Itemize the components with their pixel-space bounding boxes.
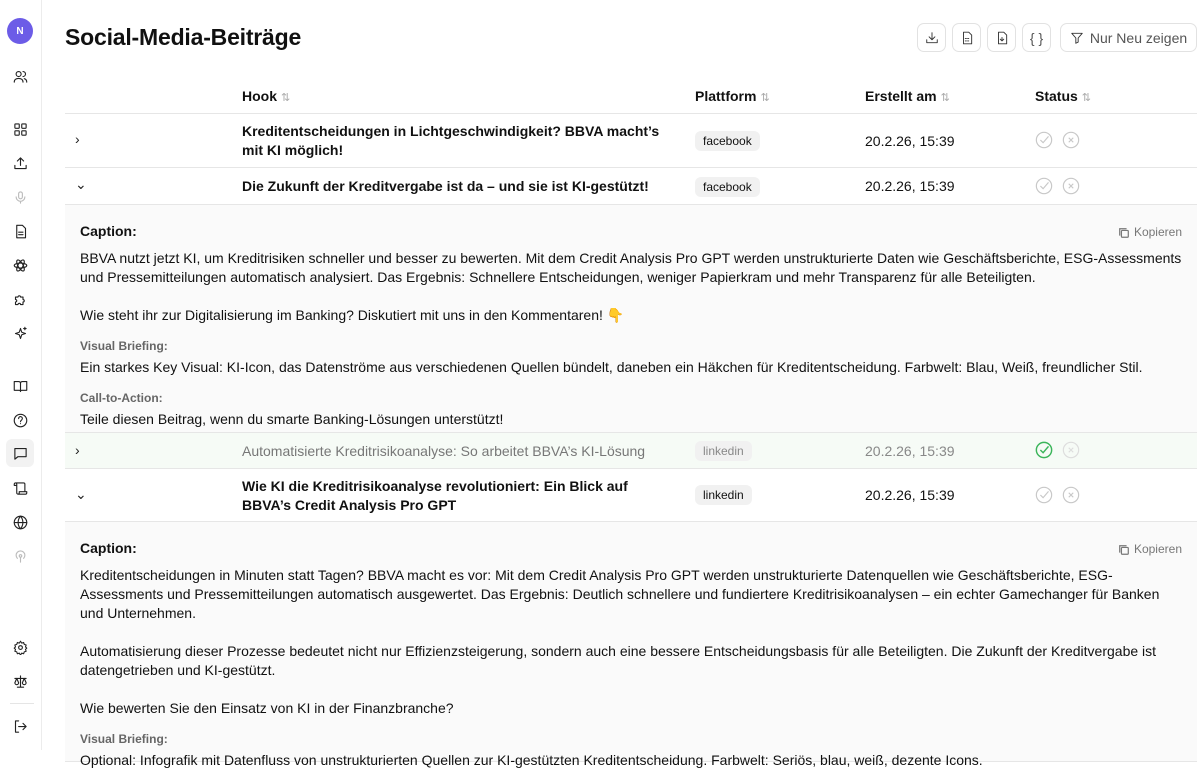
- hook-text: Kreditentscheidungen in Lichtgeschwindigkeit? BBVA macht’s mit KI möglich!: [242, 123, 660, 158]
- reject-icon[interactable]: [1062, 441, 1080, 459]
- collapse-chevron-icon[interactable]: ⌄: [75, 486, 87, 502]
- podcast-icon[interactable]: [8, 544, 32, 568]
- reject-icon[interactable]: [1062, 486, 1080, 504]
- chat-icon[interactable]: [6, 439, 34, 467]
- app-logo[interactable]: N: [7, 18, 33, 44]
- hook-text: Wie KI die Kreditrisikoanalyse revolutioniert: Ein Blick auf BBVA’s Credit Analysis Pro GPT: [242, 478, 628, 513]
- platform-badge: facebook: [695, 177, 760, 197]
- expanded-details: [65, 205, 1197, 433]
- sidebar: [0, 0, 42, 750]
- created-date: 20.2.26, 15:39: [865, 133, 955, 149]
- cta-text: Teile diesen Beitrag, wenn du smarte Banking-Lösungen unterstützt!: [80, 411, 504, 427]
- column-status[interactable]: Status ⇅: [1035, 88, 1092, 104]
- filter-new-button[interactable]: [1060, 23, 1197, 52]
- users-icon[interactable]: [8, 64, 32, 88]
- sort-icon[interactable]: ⇅: [281, 92, 291, 104]
- caption-text: Automatisierung dieser Prozesse bedeutet nicht nur Effizienzsteigerung, sondern auch eine bessere Entscheidungsbasis für alle Beteiligten. Die Zukunft der Kreditvergabe ist datengetrieben und KI-gestützt.: [80, 643, 1157, 678]
- braces-icon: { }: [1029, 29, 1044, 46]
- visual-briefing-label: Visual Briefing:: [80, 339, 168, 353]
- sort-icon[interactable]: ⇅: [1081, 92, 1092, 104]
- page-title: Social-Media-Beiträge: [65, 24, 302, 50]
- copy-button[interactable]: Kopieren: [1118, 223, 1182, 242]
- visual-briefing-text: Optional: Infografik mit Datenfluss von unstrukturierten Quellen zur KI-gestützten Kreditentscheidung. Farbwelt: Seriös, blau, weiß, dezente Icons.: [80, 752, 983, 768]
- created-date: 20.2.26, 15:39: [865, 443, 955, 459]
- file-download-icon: [995, 31, 1009, 45]
- sort-icon[interactable]: ⇅: [760, 92, 770, 104]
- sidebar-divider: [10, 703, 34, 704]
- sort-icon[interactable]: ⇅: [940, 92, 950, 104]
- caption-label: Caption:: [80, 540, 137, 556]
- created-date: 20.2.26, 15:39: [865, 178, 955, 194]
- download-icon: [925, 31, 939, 45]
- copy-button[interactable]: Kopieren: [1118, 540, 1182, 559]
- cta-label: Call-to-Action:: [80, 391, 163, 405]
- platform-badge: linkedin: [695, 485, 752, 505]
- platform-badge: linkedin: [695, 441, 752, 461]
- scroll-icon[interactable]: [8, 476, 32, 500]
- platform-badge: facebook: [695, 131, 760, 151]
- export-file-button[interactable]: [987, 23, 1016, 52]
- dashboard-icon[interactable]: [8, 117, 32, 141]
- puzzle-icon[interactable]: [8, 287, 32, 311]
- caption-text: BBVA nutzt jetzt KI, um Kreditrisiken schneller und besser zu bewerten. Mit dem Credit Analysis Pro GPT werden unstrukturierte Daten wie Geschäftsberichte, ESG-Assessments und Pressemitteilungen automatisch analysiert. Das Ergebnis: Schnellere Entscheidungen, weniger Papierkram und mehr Transparenz für alle Beteiligten.: [80, 250, 1182, 285]
- table-row[interactable]: [65, 469, 1197, 522]
- reject-icon[interactable]: [1062, 177, 1080, 195]
- download-button[interactable]: [917, 23, 946, 52]
- table-row[interactable]: [65, 433, 1197, 469]
- copy-icon: [1118, 227, 1130, 239]
- created-date: 20.2.26, 15:39: [865, 487, 955, 503]
- filter-label: Nur Neu zeigen: [1089, 29, 1188, 46]
- globe-icon[interactable]: [8, 510, 32, 534]
- visual-briefing-label: Visual Briefing:: [80, 732, 168, 746]
- upload-icon[interactable]: [8, 151, 32, 175]
- filter-icon: [1070, 31, 1084, 45]
- scale-icon[interactable]: [8, 669, 32, 693]
- spreadsheet-icon: [960, 31, 974, 45]
- collapse-chevron-icon[interactable]: ⌄: [75, 176, 87, 192]
- column-created[interactable]: Erstellt am ⇅: [865, 88, 950, 104]
- reject-icon[interactable]: [1062, 131, 1080, 149]
- column-platform[interactable]: Plattform ⇅: [695, 88, 770, 104]
- book-icon[interactable]: [8, 374, 32, 398]
- document-icon[interactable]: [8, 219, 32, 243]
- approve-icon[interactable]: [1035, 177, 1053, 195]
- expanded-details: [65, 522, 1197, 768]
- approved-icon[interactable]: [1035, 441, 1053, 459]
- column-hook[interactable]: Hook ⇅: [242, 88, 291, 104]
- sparkles-icon[interactable]: [8, 321, 32, 345]
- copy-icon: [1118, 544, 1130, 556]
- table-row[interactable]: [65, 114, 1197, 168]
- hook-text: Die Zukunft der Kreditvergabe ist da – und sie ist KI-gestützt!: [242, 178, 649, 194]
- settings-icon[interactable]: [8, 635, 32, 659]
- approve-icon[interactable]: [1035, 486, 1053, 504]
- logout-icon[interactable]: [8, 714, 32, 738]
- caption-text: Wie steht ihr zur Digitalisierung im Banking? Diskutiert mit uns in den Kommentaren! 👇: [80, 307, 625, 323]
- caption-text: Wie bewerten Sie den Einsatz von KI in der Finanzbranche?: [80, 700, 454, 716]
- expand-chevron-icon[interactable]: ›: [75, 131, 80, 147]
- table-row[interactable]: [65, 168, 1197, 205]
- caption-text: Kreditentscheidungen in Minuten statt Tagen? BBVA macht es vor: Mit dem Credit Analysis Pro GPT werden unstrukturierte Datenquellen wie Geschäftsberichte, ESG-Assessments und Pressemitteilungen automatisch ausgewertet. Das Ergebnis: Deutlich schnellere und fundiertere Kreditrisikoanalysen – ein echter Gamechanger für Banken und Unternehmen.: [80, 567, 1160, 621]
- export-csv-button[interactable]: [952, 23, 981, 52]
- help-icon[interactable]: [8, 408, 32, 432]
- microphone-icon[interactable]: [8, 185, 32, 209]
- approve-icon[interactable]: [1035, 131, 1053, 149]
- table-header: [65, 80, 1197, 114]
- hook-text: Automatisierte Kreditrisikoanalyse: So arbeitet BBVA’s KI-Lösung: [242, 443, 646, 459]
- export-json-button[interactable]: [1022, 23, 1051, 52]
- atom-icon[interactable]: [8, 253, 32, 277]
- caption-label: Caption:: [80, 223, 137, 239]
- visual-briefing-text: Ein starkes Key Visual: KI-Icon, das Datenströme aus verschiedenen Quellen bündelt, daneben ein Häkchen für Kreditentscheidung. Farbwelt: Blau, Weiß, freundlicher Stil.: [80, 359, 1143, 375]
- expand-chevron-icon[interactable]: ›: [75, 442, 80, 458]
